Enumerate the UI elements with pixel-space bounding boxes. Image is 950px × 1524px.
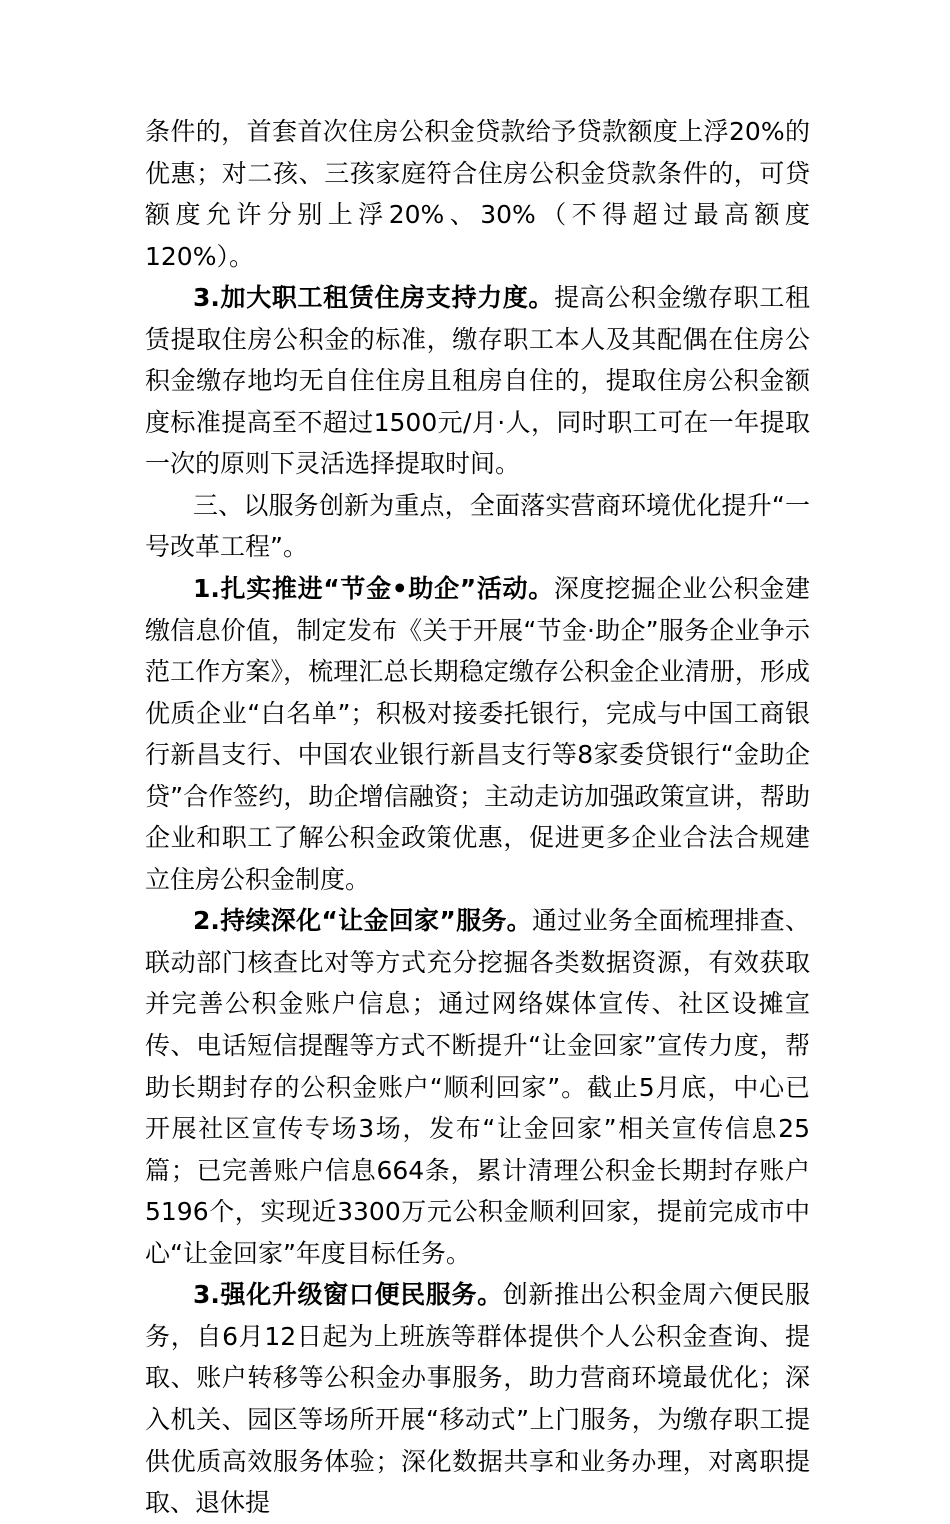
paragraph-enterprise-support [145,568,810,900]
paragraph-text: 深度挖掘企业公积金建缴信息价值，制定发布《关于开展“节金·助企”服务企业争示范工作方案》，梳理汇总长期稳定缴存公积金企业清册，形成优质企业“白名单”；积极对接委托银行，完成与中国工商银行新昌支行、中国农业银行新昌支行等8家委贷银行“金助企贷”合作签约，助企增信融资；主动走访加强政策宣讲，帮助企业和职工了解公积金政策优惠，促进更多企业合法合规建立住房公积金制度。 [145,574,810,894]
paragraph-rental-support [145,277,810,485]
section-heading: 3.加大职工租赁住房支持力度。 [193,283,555,313]
paragraph-service-innovation [145,485,810,568]
paragraph-funds-home [145,900,810,1274]
paragraph-text: 通过业务全面梳理排查、联动部门核查比对等方式充分挖掘各类数据资源，有效获取并完善公积金账户信息；通过网络媒体宣传、社区设摊宣传、电话短信提醒等方式不断提升“让金回家”宣传力度，帮助长期封存的公积金账户“顺利回家”。截止5月底，中心已开展社区宣传专场3场，发布“让金回家”相关宣传信息25篇；已完善账户信息664条，累计清理公积金长期封存账户5196个，实现近3300万元公积金顺利回家，提前完成市中心“让金回家”年度目标任务。 [145,906,810,1268]
paragraph-window-service [145,1274,810,1523]
section-heading: 2.持续深化“让金回家”服务。 [193,906,532,936]
section-heading: 3.强化升级窗口便民服务。 [193,1280,503,1310]
paragraph-loan-quota [145,111,810,277]
document-page [145,111,810,1524]
section-heading: 1.扎实推进“节金•助企”活动。 [193,574,554,604]
paragraph-text: 提高公积金缴存职工租赁提取住房公积金的标准，缴存职工本人及其配偶在住房公积金缴存地均无自住住房且租房自住的，提取住房公积金额度标准提高至不超过1500元/月·人，同时职工可在一年提取一次的原则下灵活选择提取时间。 [145,283,810,479]
paragraph-text: 条件的，首套首次住房公积金贷款给予贷款额度上浮20%的优惠；对二孩、三孩家庭符合住房公积金贷款条件的，可贷额度允许分别上浮20%、30%（不得超过最高额度120%）。 [145,117,810,271]
paragraph-text: 三、以服务创新为重点，全面落实营商环境优化提升“一号改革工程”。 [145,490,810,562]
paragraph-text: 创新推出公积金周六便民服务，自6月12日起为上班族等群体提供个人公积金查询、提取、账户转移等公积金办事服务，助力营商环境最优化；深入机关、园区等场所开展“移动式”上门服务，为缴存职工提供优质高效服务体验；深化数据共享和业务办理，对离职提取、退休提 [145,1280,810,1518]
